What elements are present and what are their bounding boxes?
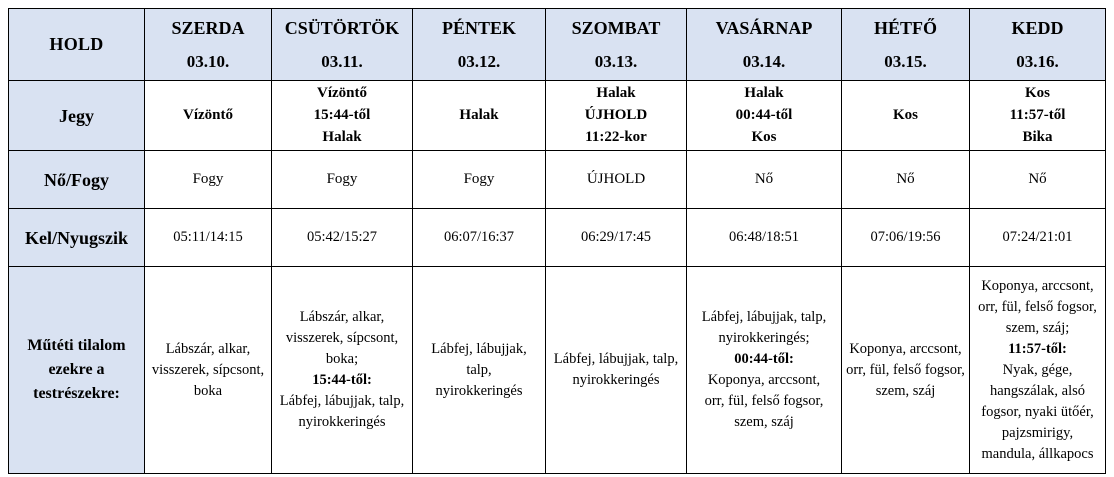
cell-line: Nő [754,170,774,187]
cell-line: Fogy [192,170,224,187]
cell-line: 11:22-kor [585,128,647,145]
column-header-dayname: VASÁRNAP [715,17,813,38]
cell-no-fogy-1 [145,151,272,209]
cell-line: visszerek, sípcsont, [285,330,399,347]
cell-line [276,370,408,391]
column-header-4 [546,9,687,81]
column-header-5 [687,9,842,81]
header-corner-hold: HOLD [9,9,145,81]
cell-kel-nyugszik-4 [546,209,687,267]
cell-line: Halak [459,106,499,123]
cell-line: Kos [751,128,777,145]
cell-line: 15:44-től [313,106,371,123]
row-label-jegy: Jegy [9,81,145,151]
cell-line: Nő [1028,170,1047,187]
cell-line: 05:11/14:15 [173,229,243,246]
column-header-3 [413,9,546,81]
cell-muteti-tilalom-6 [842,267,970,474]
cell-line: visszerek, sípcsont, [151,361,265,378]
cell-line: hangszálak, alsó [989,382,1086,399]
cell-line: szem, száj; [1005,319,1070,336]
cell-line: Nő [896,170,915,187]
column-header-2 [272,9,413,81]
cell-line: Halak [596,85,636,101]
column-header-dayname: KEDD [1011,17,1064,38]
cell-line: Kos [892,106,918,123]
cell-line: Halak [744,85,784,101]
cell-line: ÚJHOLD [584,106,648,123]
column-header-date: 03.11. [321,51,363,71]
cell-line: 00:44-től [735,106,793,123]
cell-line: nyirokkeringés; [718,330,810,347]
cell-no-fogy-6 [842,151,970,209]
cell-line: 06:07/16:37 [443,229,515,246]
cell-no-fogy-7 [970,151,1106,209]
cell-line: Koponya, arccsont, [849,340,962,357]
cell-line [691,349,837,370]
cell-line: Lábfej, lábujjak, talp, [701,309,827,326]
cell-muteti-tilalom-2 [272,267,413,474]
column-header-date: 03.10. [186,51,230,71]
cell-line-emphasis: 00:44-től: [734,351,794,368]
cell-line: boka; [325,351,359,368]
row-label-no-fogy: Nő/Fogy [9,151,145,209]
cell-line: Fogy [326,170,358,187]
cell-line: szem, száj [875,382,936,399]
row-label-muteti-tilalom: Műtéti tilalom ezekre a testrészekre: [9,267,145,474]
cell-line: Fogy [463,170,495,187]
cell-line: Koponya, arccsont, [707,372,821,389]
column-header-date: 03.14. [742,51,786,71]
cell-line: 06:29/17:45 [580,229,652,246]
cell-kel-nyugszik-5 [687,209,842,267]
cell-line: ÚJHOLD [586,170,646,187]
cell-jegy-5 [687,81,842,151]
cell-line: Lábszár, alkar, [299,309,385,326]
cell-line: Lábfej, lábujjak, talp, [553,351,679,368]
cell-line: pajzsmirigy, [1001,424,1074,441]
cell-jegy-2 [272,81,413,151]
cell-muteti-tilalom-3 [413,267,546,474]
cell-line: Vízöntő [183,106,233,123]
cell-line [974,339,1101,360]
cell-kel-nyugszik-2 [272,209,413,267]
cell-line: Nyak, gége, [1002,361,1073,378]
cell-jegy-7 [970,81,1106,151]
column-header-dayname: SZERDA [171,17,245,38]
cell-line: Lábszár, alkar, [165,340,251,357]
cell-jegy-4 [546,81,687,151]
table-row-kel-nyugszik [9,209,1106,267]
column-header-dayname: CSÜTÖRTÖK [284,17,400,38]
column-header-dayname: PÉNTEK [441,17,516,38]
cell-line: mandula, állkapocs [981,445,1094,462]
moon-calendar-table [8,8,1106,474]
cell-line: orr, fül, felső fogsor, [846,361,965,378]
cell-muteti-tilalom-1 [145,267,272,474]
cell-kel-nyugszik-7 [970,209,1106,267]
cell-kel-nyugszik-6 [842,209,970,267]
cell-line: 06:48/18:51 [728,229,800,246]
cell-no-fogy-4 [546,151,687,209]
cell-line: Vízöntő [317,85,367,101]
cell-line: 05:42/15:27 [306,229,378,246]
cell-kel-nyugszik-1 [145,209,272,267]
cell-line: 07:06/19:56 [870,229,941,246]
cell-line: 11:57-től [1009,106,1066,123]
cell-jegy-3 [413,81,546,151]
table-row-jegy [9,81,1106,151]
table-row-no-fogy [9,151,1106,209]
cell-line: Koponya, arccsont, [981,277,1094,294]
column-header-date: 03.16. [1016,51,1059,71]
cell-line-emphasis: 15:44-től: [312,372,372,389]
column-header-7 [970,9,1106,81]
cell-line: nyirokkeringés [298,414,386,431]
column-header-date: 03.13. [594,51,638,71]
cell-line: nyirokkeringés [572,372,660,389]
cell-muteti-tilalom-5 [687,267,842,474]
cell-no-fogy-2 [272,151,413,209]
cell-jegy-6 [842,81,970,151]
cell-muteti-tilalom-4 [546,267,687,474]
column-header-1 [145,9,272,81]
row-label-kel-nyugszik: Kel/Nyugszik [9,209,145,267]
column-header-date: 03.15. [884,51,927,71]
table-header-row [9,9,1106,81]
column-header-dayname: HÉTFŐ [873,17,937,38]
cell-muteti-tilalom-7 [970,267,1106,474]
cell-line: Halak [322,128,362,145]
column-header-date: 03.12. [457,51,501,71]
cell-line: szem, száj [734,414,794,431]
cell-line: orr, fül, felső fogsor, [978,298,1097,315]
cell-line: nyirokkeringés [435,382,523,399]
cell-line: Lábfej, lábujjak, talp, [279,393,405,410]
cell-kel-nyugszik-3 [413,209,546,267]
cell-line: Kos [1024,85,1050,101]
cell-line: boka [193,382,223,399]
cell-line: Lábfej, lábujjak, talp, [431,340,527,378]
column-header-6 [842,9,970,81]
cell-line: fogsor, nyaki ütőér, [981,403,1094,420]
cell-line-emphasis: 11:57-től: [1008,340,1067,357]
column-header-dayname: SZOMBAT [571,17,661,38]
table-row-muteti-tilalom [9,267,1106,474]
cell-no-fogy-5 [687,151,842,209]
cell-no-fogy-3 [413,151,546,209]
cell-line: 07:24/21:01 [1002,229,1073,246]
cell-line: orr, fül, felső fogsor, [704,393,824,410]
cell-jegy-1 [145,81,272,151]
cell-line: Bika [1022,128,1053,145]
